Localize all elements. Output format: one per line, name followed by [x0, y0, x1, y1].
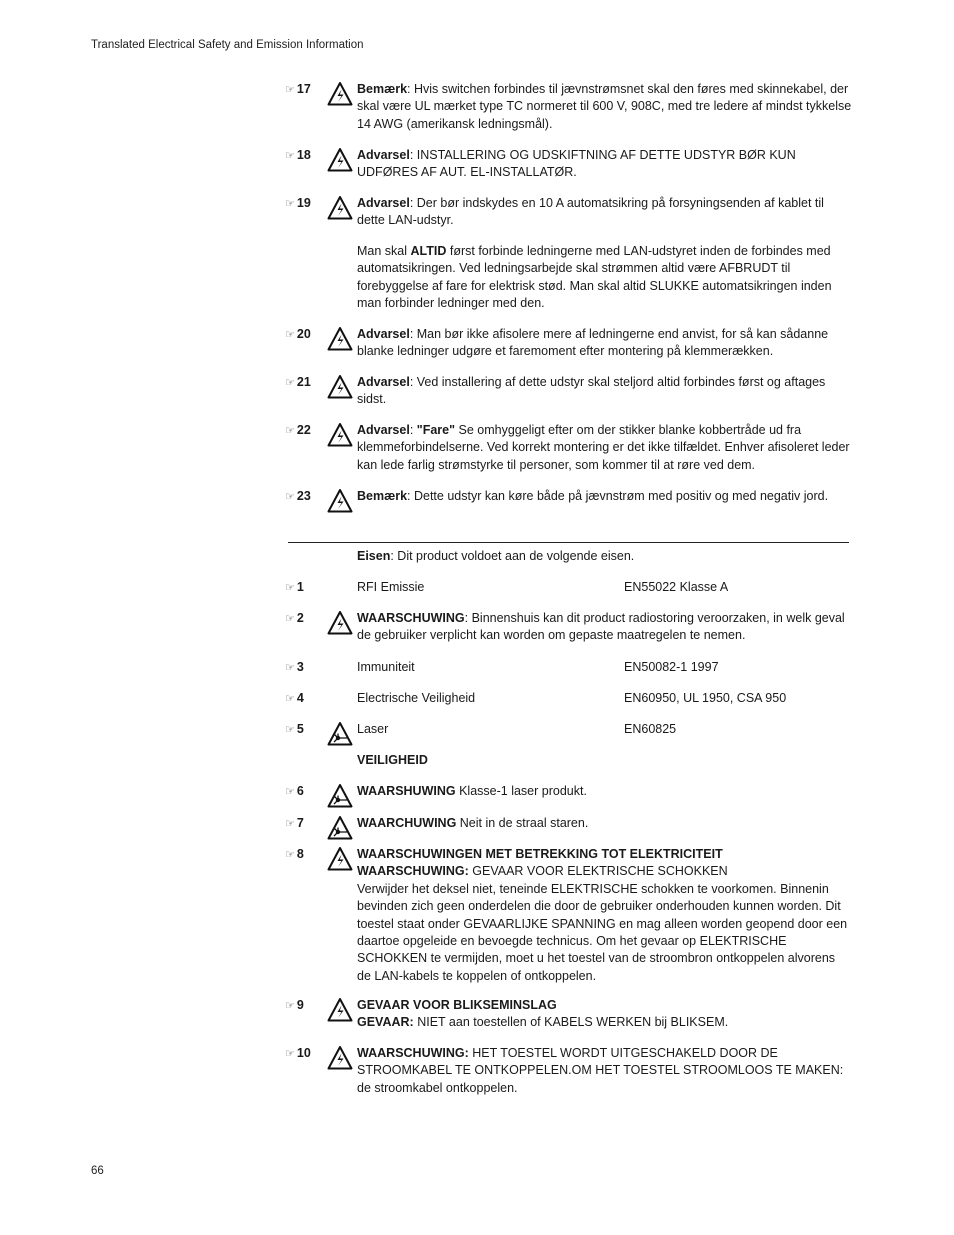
entry-text: Advarsel: Ved installering af dette udstyr skal steljord altid forbindes først og aftages sidst. — [357, 375, 826, 407]
entry-text: WAARCHUWING Neit in de straal staren. — [357, 816, 589, 830]
entry-number: ☞ 20 — [285, 327, 311, 341]
entry-text: GEVAAR VOOR BLIKSEMINSLAG GEVAAR: NIET aan toestellen of KABELS WERKEN bij BLIKSEM. — [357, 998, 729, 1030]
laser-warning-icon — [327, 783, 353, 809]
pointing-hand-icon: ☞ — [285, 1048, 294, 1060]
entry-text: Bemærk: Dette udstyr kan køre både på jævnstrøm med positiv og med negativ jord. — [357, 489, 829, 503]
entry-text: Advarsel: Man bør ikke afisolere mere af ledningerne end anvist, for så kan sådanne blanke ledninger udgøre et faremoment efter montering på klemmerækken. — [357, 327, 829, 359]
entry-number: ☞ 1 — [285, 580, 304, 594]
entry-number: ☞ 5 — [285, 722, 304, 736]
electric-shock-warning-icon — [327, 147, 353, 173]
pointing-hand-icon: ☞ — [285, 329, 294, 341]
pointing-hand-icon: ☞ — [285, 377, 294, 389]
pointing-hand-icon: ☞ — [285, 1000, 294, 1012]
electric-shock-warning-icon — [327, 81, 353, 107]
pointing-hand-icon: ☞ — [285, 613, 294, 625]
entry-number: ☞ 2 — [285, 611, 304, 625]
entry-number: ☞ 10 — [285, 1046, 311, 1060]
electric-shock-warning-icon — [327, 610, 353, 636]
pointing-hand-icon: ☞ — [285, 818, 294, 830]
entry-text: Laser — [357, 722, 389, 736]
electric-shock-warning-icon — [327, 997, 353, 1023]
section-divider — [288, 542, 849, 543]
entry-text: WAARSCHUWING: Binnenshuis kan dit product radiostoring veroorzaken, in welk geval de gebruiker verplicht kan worden om gepaste maatregelen te nemen. — [357, 611, 845, 643]
electric-shock-warning-icon — [327, 846, 353, 872]
pointing-hand-icon: ☞ — [285, 662, 294, 674]
entry-text: Bemærk: Hvis switchen forbindes til jævnstrømsnet skal den føres med skinnekabel, der skal være UL mærket type TC normeret til 600 V, 908C, med tre ledere af mindst tykkelse 14 AWG (amerikansk ledningsmål). — [357, 82, 852, 131]
standard-value: EN50082-1 1997 — [624, 660, 719, 674]
entry-number: ☞ 18 — [285, 148, 311, 162]
entry-number: ☞ 6 — [285, 784, 304, 798]
entry-text: Advarsel: "Fare" Se omhyggeligt efter om der stikker blanke kobbertråde ud fra klemmeforbindelserne. Ved korrekt montering er det ikke tilfældet. Enhver afisoleret leder kan lede farlig strømstyrke til personer, som kommer til at røre ved dem. — [357, 423, 850, 472]
entry-number: ☞ 22 — [285, 423, 311, 437]
entry-number: ☞ 4 — [285, 691, 304, 705]
pointing-hand-icon: ☞ — [285, 425, 294, 437]
entry-number: ☞ 7 — [285, 816, 304, 830]
pointing-hand-icon: ☞ — [285, 150, 294, 162]
pointing-hand-icon: ☞ — [285, 693, 294, 705]
pointing-hand-icon: ☞ — [285, 724, 294, 736]
electric-shock-warning-icon — [327, 326, 353, 352]
entry-text: Advarsel: Der bør indskydes en 10 A automatsikring på forsyningsenden af kablet til dette LAN-udstyr. Man skal ALTID først forbinde ledningerne med LAN-udstyret inden de forbindes med automatsikringen. Ved ledningsarbejde skal strømmen altid være AFBRUDT til forebyggelse af fare for elektrisk stød. Man skal altid SLUKKE automatsikringen inden man forbinder ledninger med den. — [357, 196, 832, 311]
entry-number: ☞ 9 — [285, 998, 304, 1012]
entry-number: ☞ 21 — [285, 375, 311, 389]
electric-shock-warning-icon — [327, 422, 353, 448]
standard-value: EN60825 — [624, 722, 677, 736]
pointing-hand-icon: ☞ — [285, 491, 294, 503]
entry-text: Immuniteit — [357, 660, 415, 674]
entry-text: Eisen: Dit product voldoet aan de volgende eisen. — [357, 549, 635, 563]
electric-shock-warning-icon — [327, 488, 353, 514]
standard-value: EN55022 Klasse A — [624, 580, 729, 594]
page-header: Translated Electrical Safety and Emission Information — [91, 39, 364, 51]
entry-number: ☞ 3 — [285, 660, 304, 674]
entry-text: VEILIGHEID — [357, 753, 428, 767]
entry-text: Advarsel: INSTALLERING OG UDSKIFTNING AF DETTE UDSTYR BØR KUN UDFØRES AF AUT. EL-INSTALLATØR. — [357, 148, 796, 180]
entry-number: ☞ 17 — [285, 82, 311, 96]
pointing-hand-icon: ☞ — [285, 849, 294, 861]
page-number: 66 — [91, 1165, 104, 1177]
electric-shock-warning-icon — [327, 195, 353, 221]
entry-text: Electrische Veiligheid — [357, 691, 476, 705]
pointing-hand-icon: ☞ — [285, 786, 294, 798]
pointing-hand-icon: ☞ — [285, 198, 294, 210]
entry-number: ☞ 23 — [285, 489, 311, 503]
electric-shock-warning-icon — [327, 374, 353, 400]
laser-warning-icon — [327, 721, 353, 747]
entry-text: WAARSCHUWINGEN MET BETREKKING TOT ELEKTRICITEIT WAARSCHUWING: GEVAAR VOOR ELEKTRISCHE SCHOKKEN Verwijder het deksel niet, teneinde ELEKTRISCHE schokken te voorkomen. Binnenin bevinden zich geen onderdelen die door de gebruiker onderhouden kunnen worden. Dit toestel staat onder GEVAARLIJKE SPANNING en mag alleen worden geopend door een daartoe opgeleide en bevoegde technicus. Om het gevaar op ELEKTRISCHE SCHOKKEN te vermijden, moet u het toestel van de stroombron ontkoppelen alvorens de LAN-kabels te koppelen of ontkoppelen. — [357, 847, 848, 983]
pointing-hand-icon: ☞ — [285, 582, 294, 594]
entry-text: WAARSCHUWING: HET TOESTEL WORDT UITGESCHAKELD DOOR DE STROOMKABEL TE ONTKOPPELEN.OM HET TOESTEL STROOMLOOS TE MAKEN: de stroomkabel ontkoppelen. — [357, 1046, 844, 1095]
standard-value: EN60950, UL 1950, CSA 950 — [624, 691, 787, 705]
laser-warning-icon — [327, 815, 353, 841]
entry-text: RFI Emissie — [357, 580, 425, 594]
entry-text: WAARSHUWING Klasse-1 laser produkt. — [357, 784, 587, 798]
entry-number: ☞ 8 — [285, 847, 304, 861]
electric-shock-warning-icon — [327, 1045, 353, 1071]
pointing-hand-icon: ☞ — [285, 84, 294, 96]
entry-number: ☞ 19 — [285, 196, 311, 210]
